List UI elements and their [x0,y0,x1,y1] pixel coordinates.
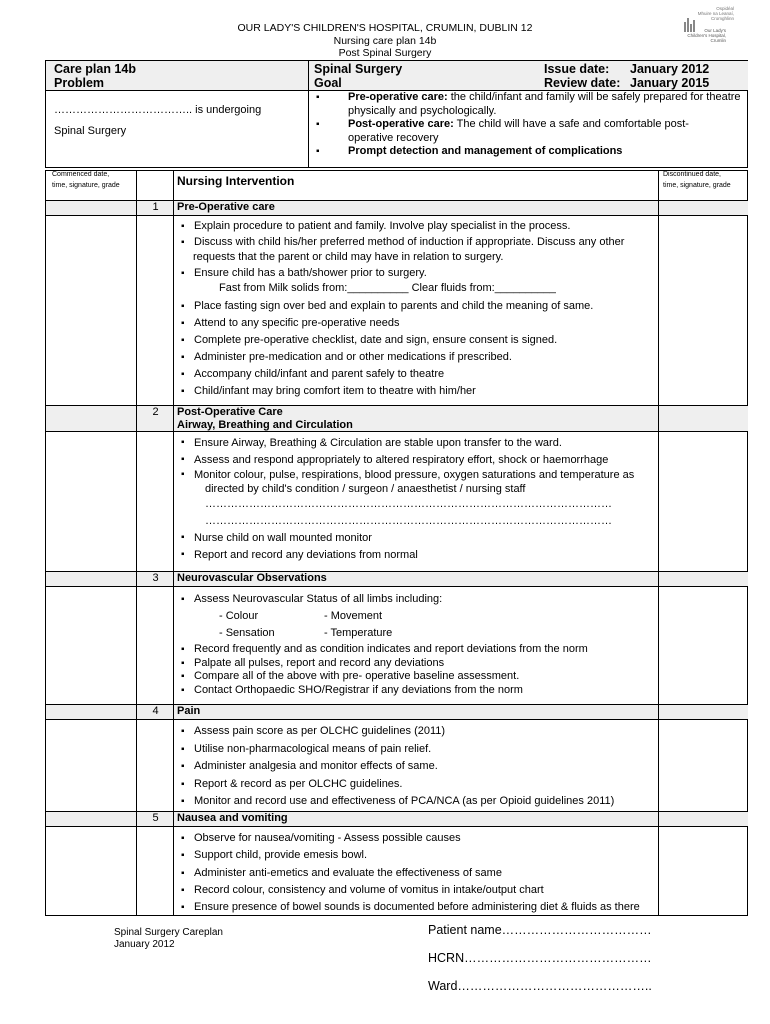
list-item: ▪ Assess Neurovascular Status of all limbs including: [177,591,657,608]
goal-heading: Spinal Surgery Goal [314,62,403,90]
list-item: ▪ Child/infant may bring comfort item to theatre with him/her [177,384,657,400]
section-title: Neurovascular Observations [177,572,327,584]
neuro-obs-row: - Sensation - Temperature [219,627,393,639]
list-item: ▪ Assess pain score as per OLCHC guidelines (2011) [177,723,657,741]
ward-field[interactable]: Ward……………………………………….. [428,979,652,993]
date-values: January 2012 January 2015 [630,62,710,90]
section-items [177,723,657,811]
commenced-column-header: Commenced date, time, signature, grade [52,171,120,189]
list-item: ▪ Accompany child/infant and parent safely to theatre [177,367,657,383]
date-labels: Issue date: Review date: [544,62,621,90]
list-item: requests that the parent or child may have in relation to surgery. [193,251,504,263]
list-item: ▪ Attend to any specific pre-operative needs [177,316,657,332]
hospital-logo [668,4,748,50]
section-number: 1 [152,201,159,213]
list-item: ▪ Record colour, consistency and volume of vomitus in intake/output chart [177,882,661,899]
section-title: Post-Operative Care Airway, Breathing and Circulation [177,406,353,431]
section-number: 4 [152,705,159,717]
careplan-summary-table [45,60,748,168]
goal-item: ▪ Pre-operative care: the child/infant and family will be safely prepared for theatre physically and psychologically. [314,91,744,118]
list-item: ▪ Observe for nausea/vomiting - Assess possible causes [177,830,661,847]
logo-text-english: Our Lady's Children's Hospital, Crumlin [687,28,726,43]
list-item: ▪ Monitor and record use and effectiveness of PCA/NCA (as per Opioid guidelines 2011) [177,793,657,811]
list-item: ▪ Ensure Airway, Breathing & Circulation are stable upon transfer to the ward. [177,435,657,452]
list-item: ▪ Administer anti-emetics and evaluate the effectiveness of same [177,865,661,882]
goal-item: ▪ Prompt detection and management of complications [314,145,744,159]
section-items [177,591,657,697]
discontinued-column-header: Discontinued date, time, signature, grade [663,171,731,189]
hospital-name: OUR LADY'S CHILDREN'S HOSPITAL, CRUMLIN, DUBLIN 12 [237,22,533,34]
list-item: ▪ Compare all of the above with pre- operative baseline assessment. [177,670,657,684]
list-item: ▪ Utilise non-pharmacological means of pain relief. [177,741,657,759]
list-item: ▪ Ensure child has a bath/shower prior to surgery. [177,266,657,282]
logo-text-irish: Ospidéal Mhuire na Leanaí, Cromghlinn [697,6,734,21]
notes-line[interactable]: ………………………………………………………………………………………………… [205,498,612,510]
document-header [0,22,770,60]
footer-doc-info: Spinal Surgery Careplan January 2012 [114,927,223,950]
section-number: 3 [152,572,159,584]
hcrn-field[interactable]: HCRN……………………………………… [428,951,652,965]
neuro-obs-row: - Colour - Movement [219,610,383,622]
careplan-subject: Post Spinal Surgery [338,47,432,59]
list-item: ▪ Report & record as per OLCHC guidelines. [177,776,657,794]
list-item: ▪ Discuss with child his/her preferred method of induction if appropriate. Discuss any other [177,235,657,251]
nursing-intervention-table [45,170,748,916]
problem-patient-line[interactable]: ……………………………….. is undergoing [54,104,262,116]
list-item: ▪ Ensure presence of bowel sounds is documented before administering diet & fluids as there [177,899,661,916]
list-item: ▪ Report and record any deviations from normal [177,547,657,564]
list-item: directed by child's condition / surgeon / anaesthetist / nursing staff [205,483,526,495]
list-item: ▪ Explain procedure to patient and family. Involve play specialist in the process. [177,219,657,235]
list-item: ▪ Administer pre-medication and or other medications if prescribed. [177,350,657,366]
section-number: 5 [152,812,159,824]
section-title: Pain [177,705,201,717]
section-items [177,219,657,399]
problem-description: Spinal Surgery [54,125,127,137]
nursing-intervention-header: Nursing Intervention [177,174,295,188]
list-item: ▪ Monitor colour, pulse, respirations, blood pressure, oxygen saturations and temperature as [177,468,657,482]
goal-item: ▪ Post-operative care: The child will have a safe and comfortable post- operative recovery [314,118,744,145]
list-item: ▪ Place fasting sign over bed and explain to parents and child the meaning of same. [177,299,657,315]
patient-name-field[interactable]: Patient name……………………………… [428,923,652,937]
notes-line[interactable]: ………………………………………………………………………………………………… [205,515,612,527]
goals-list [314,91,744,159]
list-item: ▪ Contact Orthopaedic SHO/Registrar if any deviations from the norm [177,684,657,698]
section-title: Pre-Operative care [177,201,275,213]
list-item: ▪ Nurse child on wall mounted monitor [177,530,657,547]
section-items [177,830,661,916]
careplan-number: Nursing care plan 14b [333,34,437,47]
list-item: ▪ Palpate all pulses, report and record any deviations [177,657,657,671]
problem-heading: Care plan 14b Problem [54,62,136,90]
section-number: 2 [152,406,159,418]
list-item: ▪ Support child, provide emesis bowl. [177,847,661,864]
list-item: ▪ Record frequently and as condition indicates and report deviations from the norm [177,643,657,657]
fasting-times-line[interactable]: Fast from Milk solids from:__________ Clear fluids from:__________ [219,282,556,294]
list-item: ▪ Assess and respond appropriately to altered respiratory effort, shock or haemorrhage [177,452,657,469]
list-item: ▪ Administer analgesia and monitor effects of same. [177,758,657,776]
section-title: Nausea and vomiting [177,812,288,824]
section-items [177,435,657,563]
list-item: ▪ Complete pre-operative checklist, date and sign, ensure consent is signed. [177,333,657,349]
